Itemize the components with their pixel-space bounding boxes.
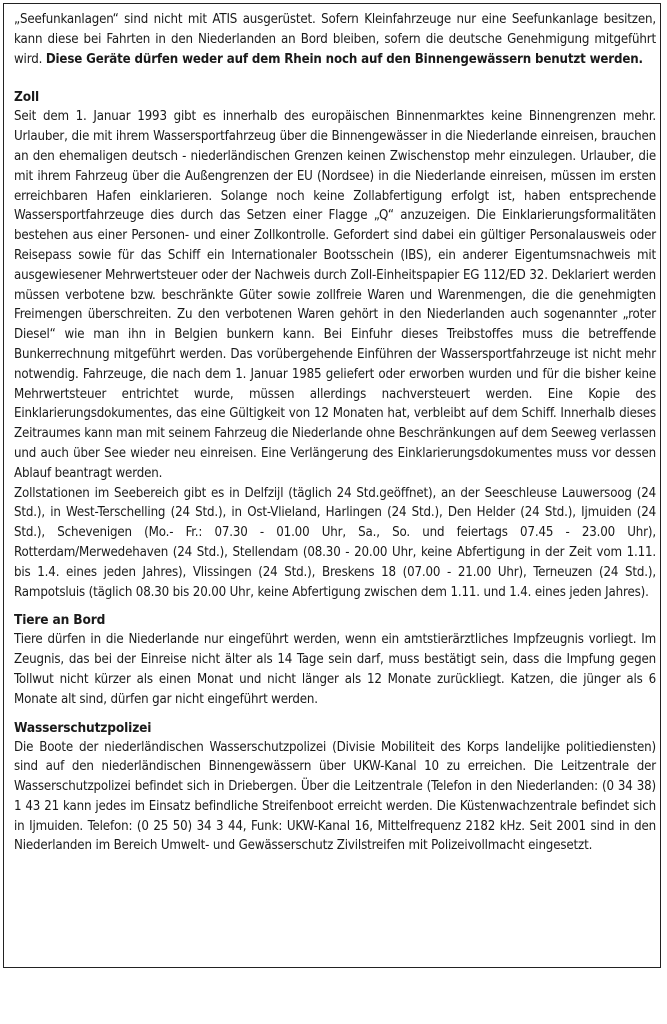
- zoll-heading: Zoll: [14, 89, 40, 106]
- intro-paragraph: [14, 10, 656, 69]
- spacer: [14, 69, 656, 87]
- tiere-heading: Tiere an Bord: [14, 612, 106, 629]
- zoll-paragraph-2: Zollstationen im Seebereich gibt es in Delfzijl (täglich 24 Std.geöffnet), an der Seeschleuse Lauwersoog (24 Std.), in West-Terschelling (24 Std.), in Ost-Vlieland, Harlingen (24 Std.), Den Helder (24 Std.), Ijmuiden (24 Std.), Schevenigen (Mo.- Fr.: 07.30 - 01.00 Uhr, Sa., So. und feiertags 07.45 - 23.00 Uhr), Rotterdam/Merwedehaven (24 Std.), Stellendam (08.30 - 20.00 Uhr, keine Abfertigung in der Zeit vom 1.11. bis 1.4. eines jeden Jahres), Vlissingen (24 Std.), Breskens 18 (07.00 - 21.00 Uhr), Terneuzen (24 Std.), Rampotsluis (täglich 08.30 bis 20.00 Uhr, keine Abfertigung zwischen dem 1.11. und 1.4. eines jeden Jahres).: [14, 485, 656, 600]
- intro-text: „Seefunkanlagen“ sind nicht mit ATIS ausgerüstet. Sofern Kleinfahrzeuge nur eine Seefunkanlage besitzen, kann diese bei Fahrten in den Niederlanden an Bord bleiben, sofern die deutsche Genehmigung mitgeführt wird.: [14, 12, 656, 67]
- wasserschutzpolizei-paragraph: Die Boote der niederländischen Wasserschutzpolizei (Divisie Mobiliteit des Korps landelijke politiediensten) sind auf den niederländischen Binnengewässern über UKW-Kanal 10 zu erreichen. Die Leitzentrale der Wasserschutzpolizei befindet sich in Driebergen. Über die Leitzentrale (Telefon in den Niederlanden: (0 34 38) 1 43 21 kann jedes im Einsatz befindliche Streifenboot erreicht werden. Die Küstenwachzentrale befindet sich in Ijmuiden. Telefon: (0 25 50) 34 3 44, Funk: UKW-Kanal 16, Mittelfrequenz 2182 kHz. Seit 2001 sind in den Niederlanden im Bereich Umwelt- und Gewässerschutz Zivilstreifen mit Polizeivollmacht eingesetzt.: [14, 739, 656, 854]
- intro-bold-warning: Diese Geräte dürfen weder auf dem Rhein noch auf den Binnengewässern benutzt werden.: [45, 51, 643, 67]
- document-body: [14, 10, 656, 856]
- spacer: [14, 602, 656, 610]
- spacer: [14, 710, 656, 718]
- zoll-paragraph-1: Seit dem 1. Januar 1993 gibt es innerhalb des europäischen Binnenmarktes keine Binnengrenzen mehr. Urlauber, die mit ihrem Wassersportfahrzeug über die Binnengewässer in die Niederlande einreisen, brauchen an den ehemaligen deutsch - niederländischen Grenzen keinen Zwischenstop mehr einzulegen. Urlauber, die mit ihrem Fahrzeug über die Außengrenzen der EU (Nordsee) in die Niederlande einreisen, müssen im ersten erreichbaren Hafen einklarieren. Solange noch keine Zollabfertigung erfolgt ist, haben entsprechende Wassersportfahrzeuge dies durch das Setzen einer Flagge „Q“ anzuzeigen. Die Einklarierungsformalitäten bestehen aus einer Personen- und einer Zollkontrolle. Gefordert sind dabei ein gültiger Personalausweis oder Reisepass sowie für das Schiff ein Internationaler Bootsschein (IBS), ein anderer Eigentumsnachweis mit ausgewiesener Mehrwertsteuer oder der Nachweis durch Zoll-Einheitspapier EG 112/ED 32. Deklariert werden müssen verbotene bzw. beschränkte Güter sowie zollfreie Waren und Warenmengen, die die genehmigten Freimengen überschreiten. Zu den verbotenen Waren gehört in den Niederlanden auch sogenannter „roter Diesel“ wie man ihn in Belgien bunkern kann. Bei Einfuhr dieses Treibstoffes muss die betreffende Bunkerrechnung mitgeführt werden. Das vorübergehende Einführen der Wassersportfahrzeuge ist nicht mehr notwendig. Fahrzeuge, die nach dem 1. Januar 1985 geliefert oder erworben wurden und für die bisher keine Mehrwertsteuer entrichtet wurde, müssen allerdings nachversteuert werden. Eine Kopie des Einklarierungsdokumentes, das eine Gültigkeit von 12 Monaten hat, verbleibt auf dem Schiff. Innerhalb dieses Zeitraumes kann man mit seinem Fahrzeug die Niederlande ohne Beschränkungen auf dem Seeweg verlassen und auch über See wieder neu einreisen. Eine Verlängerung des Einklarierungsdokumentes muss vor dessen Ablauf beantragt werden.: [14, 109, 656, 481]
- tiere-paragraph: Tiere dürfen in die Niederlande nur eingeführt werden, wenn ein amtstierärztliches Impfzeugnis vorliegt. Im Zeugnis, das bei der Einreise nicht älter als 14 Tage sein darf, muss bestätigt sein, dass die Impfung gegen Tollwut nicht kürzer als einen Monat und nicht länger als 12 Monate zurückliegt. Katzen, die jünger als 6 Monate alt sind, dürfen gar nicht eingeführt werden.: [14, 632, 656, 707]
- wasserschutzpolizei-heading: Wasserschutzpolizei: [14, 719, 152, 736]
- document-frame: [3, 3, 661, 968]
